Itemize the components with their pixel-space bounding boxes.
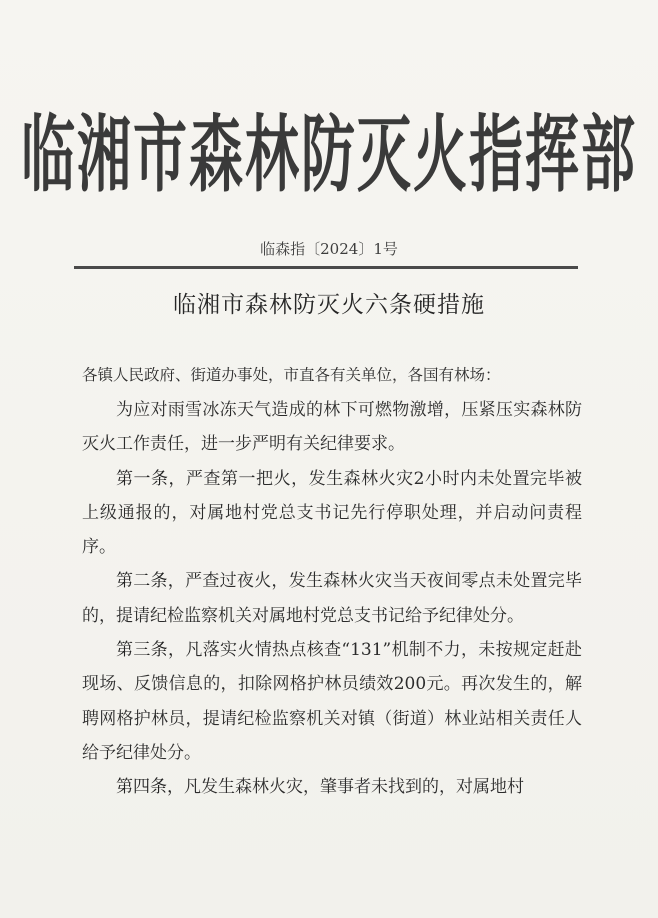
article-text: 严查第一把火，发生森林火灾2小时内未处置完毕被上级通报的，对属地村党总支书记先行停职处理，并启动问责程序。 — [82, 468, 582, 558]
article-paragraph — [82, 564, 582, 633]
header-divider — [74, 266, 578, 269]
intro-paragraph: 为应对雨雪冰冻天气造成的林下可燃物激增，压紧压实森林防灭火工作责任，进一步严明有关纪律要求。 — [82, 400, 582, 455]
article-label: 第二条， — [116, 571, 186, 592]
article-paragraph — [82, 633, 582, 770]
document-number: 临森指〔2024〕1号 — [260, 240, 398, 258]
article-label: 第四条， — [116, 777, 184, 798]
article-text: 凡落实火情热点核查“131”机制不力，未按规定赶赴现场、反馈信息的，扣除网格护林员绩效200元。再次发生的，解聘网格护林员，提请纪检监察机关对镇（街道）林业站相关责任人给予纪律处分。 — [82, 640, 582, 763]
article-paragraph — [82, 462, 582, 565]
issuing-authority-title: 临湘市森林防灭火指挥部 — [21, 104, 637, 204]
article-label: 第三条， — [116, 640, 186, 661]
document-body — [82, 357, 582, 805]
article-text: 严查过夜火，发生森林火灾当天夜间零点未处置完毕的，提请纪检监察机关对属地村党总支书记给予纪律处分。 — [82, 571, 583, 626]
document-title: 临湘市森林防灭火六条硬措施 — [173, 292, 485, 318]
article-text: 凡发生森林火灾，肇事者未找到的，对属地村 — [184, 777, 524, 798]
article-paragraph — [82, 770, 582, 804]
article-label: 第一条， — [116, 468, 187, 489]
salutation: 各镇人民政府、街道办事处，市直各有关单位，各国有林场： — [82, 366, 501, 384]
